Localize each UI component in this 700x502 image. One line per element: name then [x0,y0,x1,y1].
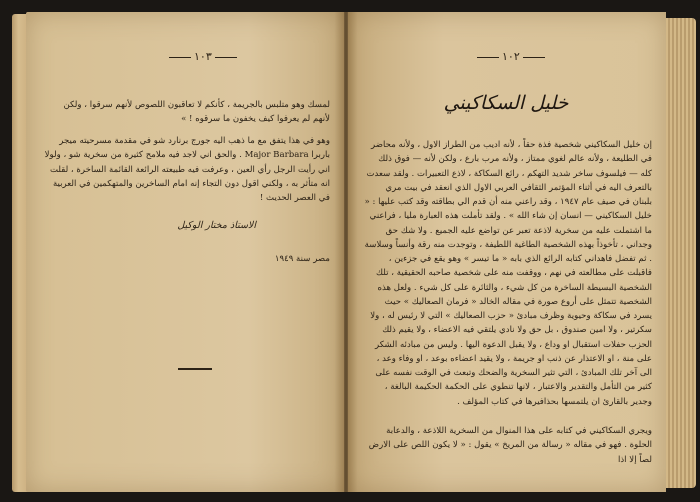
left-page [26,12,344,492]
right-page [348,12,666,492]
author-signature: الاستاذ مختار الوكيل [177,220,256,231]
place-date: مصر سنة ١٩٤٩ [274,254,330,264]
left-paragraph-1: لمسك وهو متلبس بالجريمة ، كأنكم لا تعاقبون اللصوص لأنهم سرقوا ، ولكن لأنهم لم يعرفوا كيف يخفون ما سرقوه ! » [63,100,330,125]
open-book [6,4,696,498]
left-page-number: ١٠٣ [166,50,240,63]
book-page-stack [664,18,696,488]
right-paragraph-1: إن خليل السكاكيني شخصية فذة حقاً ، لأنه اديب من الطراز الاول ، ولأنه محاضر في الطليعة ، ولأنه عالم لغوي ممتاز ، ولأنه مرب بارع ، ولكن لأنه — فوق ذلك كله — فيلسوف ساخر شديد التهكم ، رائع السكاكة ، لاذع التعبيرات . ولقد سعدت بالتعرف اليه في أثناء المؤتمر الثقافي العربي الاول الذي انعقد في بيت مري بلبنان في صيف عام ١٩٤٧ ، وقد راعني منه أن قدم الي بطاقته وقد كتب عليها : « خليل السكاكيني — انسان إن شاء الله » . ولقد تأملت هذه العبارة مليا ، فراعني ما اشتملت عليه من سخرية لاذعة تعبر عن تواضع عليه الجميع . ولا شك حق وجداني ، تأخوذاً بهذه الشخصية الطاغية اللطيفة ، وتوجدت منه رقة وأنساً وسلاسة . ثم تفضل فاهداني كتابه الرائع الذي بابه « ما تيسر » وهو يقع في جزءين ، فاقبلت على مطالعته في نهم ، ووقفت منه على شخصية صاحبه الحقيقية ، تلك الشخصية البسيطة الساخرة من كل شيء ، والثائرة على كل شيء . ولعل هذه الشخصية تتمثل على أروع صورة في مقاله الخالد « فرمان الصعاليك » حيث يسرد في سكاكة وحيوية وظرف مبادئ « حزب الصعاليك » التي لا رئيس له ، ولا سكرتير ، ولا امين صندوق ، بل حق ولا نادي يلتقي فيه الاعضاء ، ولا يقيم ذلك الحزب حفلات استقبال او وداع ، ولا يقبل الدعوة اليها . وليس من مبادئه الشكر على منة ، او الاعتذار عن ذنب او جريمة ، ولا يقيد اعضاءه بوعد ، او وفاء وعد ، الى آخر تلك المبادئ ، التي تثير السخرية والضحك وتبعث في الوقت نفسه على كثير من التأمل والتقدير والاعتبار ، لانها تنطوي على الحكمة الحكيمة البالغة ، وجدير بالقارئ ان يلتمسها بحذافيرها في كتاب المؤلف . [364,140,652,407]
chapter-title: خليل السكاكيني [443,92,569,114]
left-paragraph-2: وهو في هذا يتفق مع ما ذهب اليه جورج برنارد شو في مقدمة مسرحيته ميجر باربرا Major Barbara . والحق اني لاجد فيه ملامح كثيرة من سخرية شو ، ولولا اني رأيت الرجل رأي العين ، وعرفت فيه طبيعته الرائعة القائمة الساخرة ، لقلت انه متأثر به ، ولكني اقول دون التجاء إنه امام الساخرين والمتهكمين في العربية في العصر الحديث ! [44,136,330,204]
end-rule [178,368,212,370]
right-paragraph-2: ويجري السكاكيني في كتابه على هذا المنوال من السخرية اللاذعة ، والدعابة الحلوة . فهو في مقاله « رسالة من المريخ » يقول : « لا يكون اللص على الارض لصاً إلا اذا [368,426,652,465]
right-page-number: ١٠٢ [474,50,548,63]
